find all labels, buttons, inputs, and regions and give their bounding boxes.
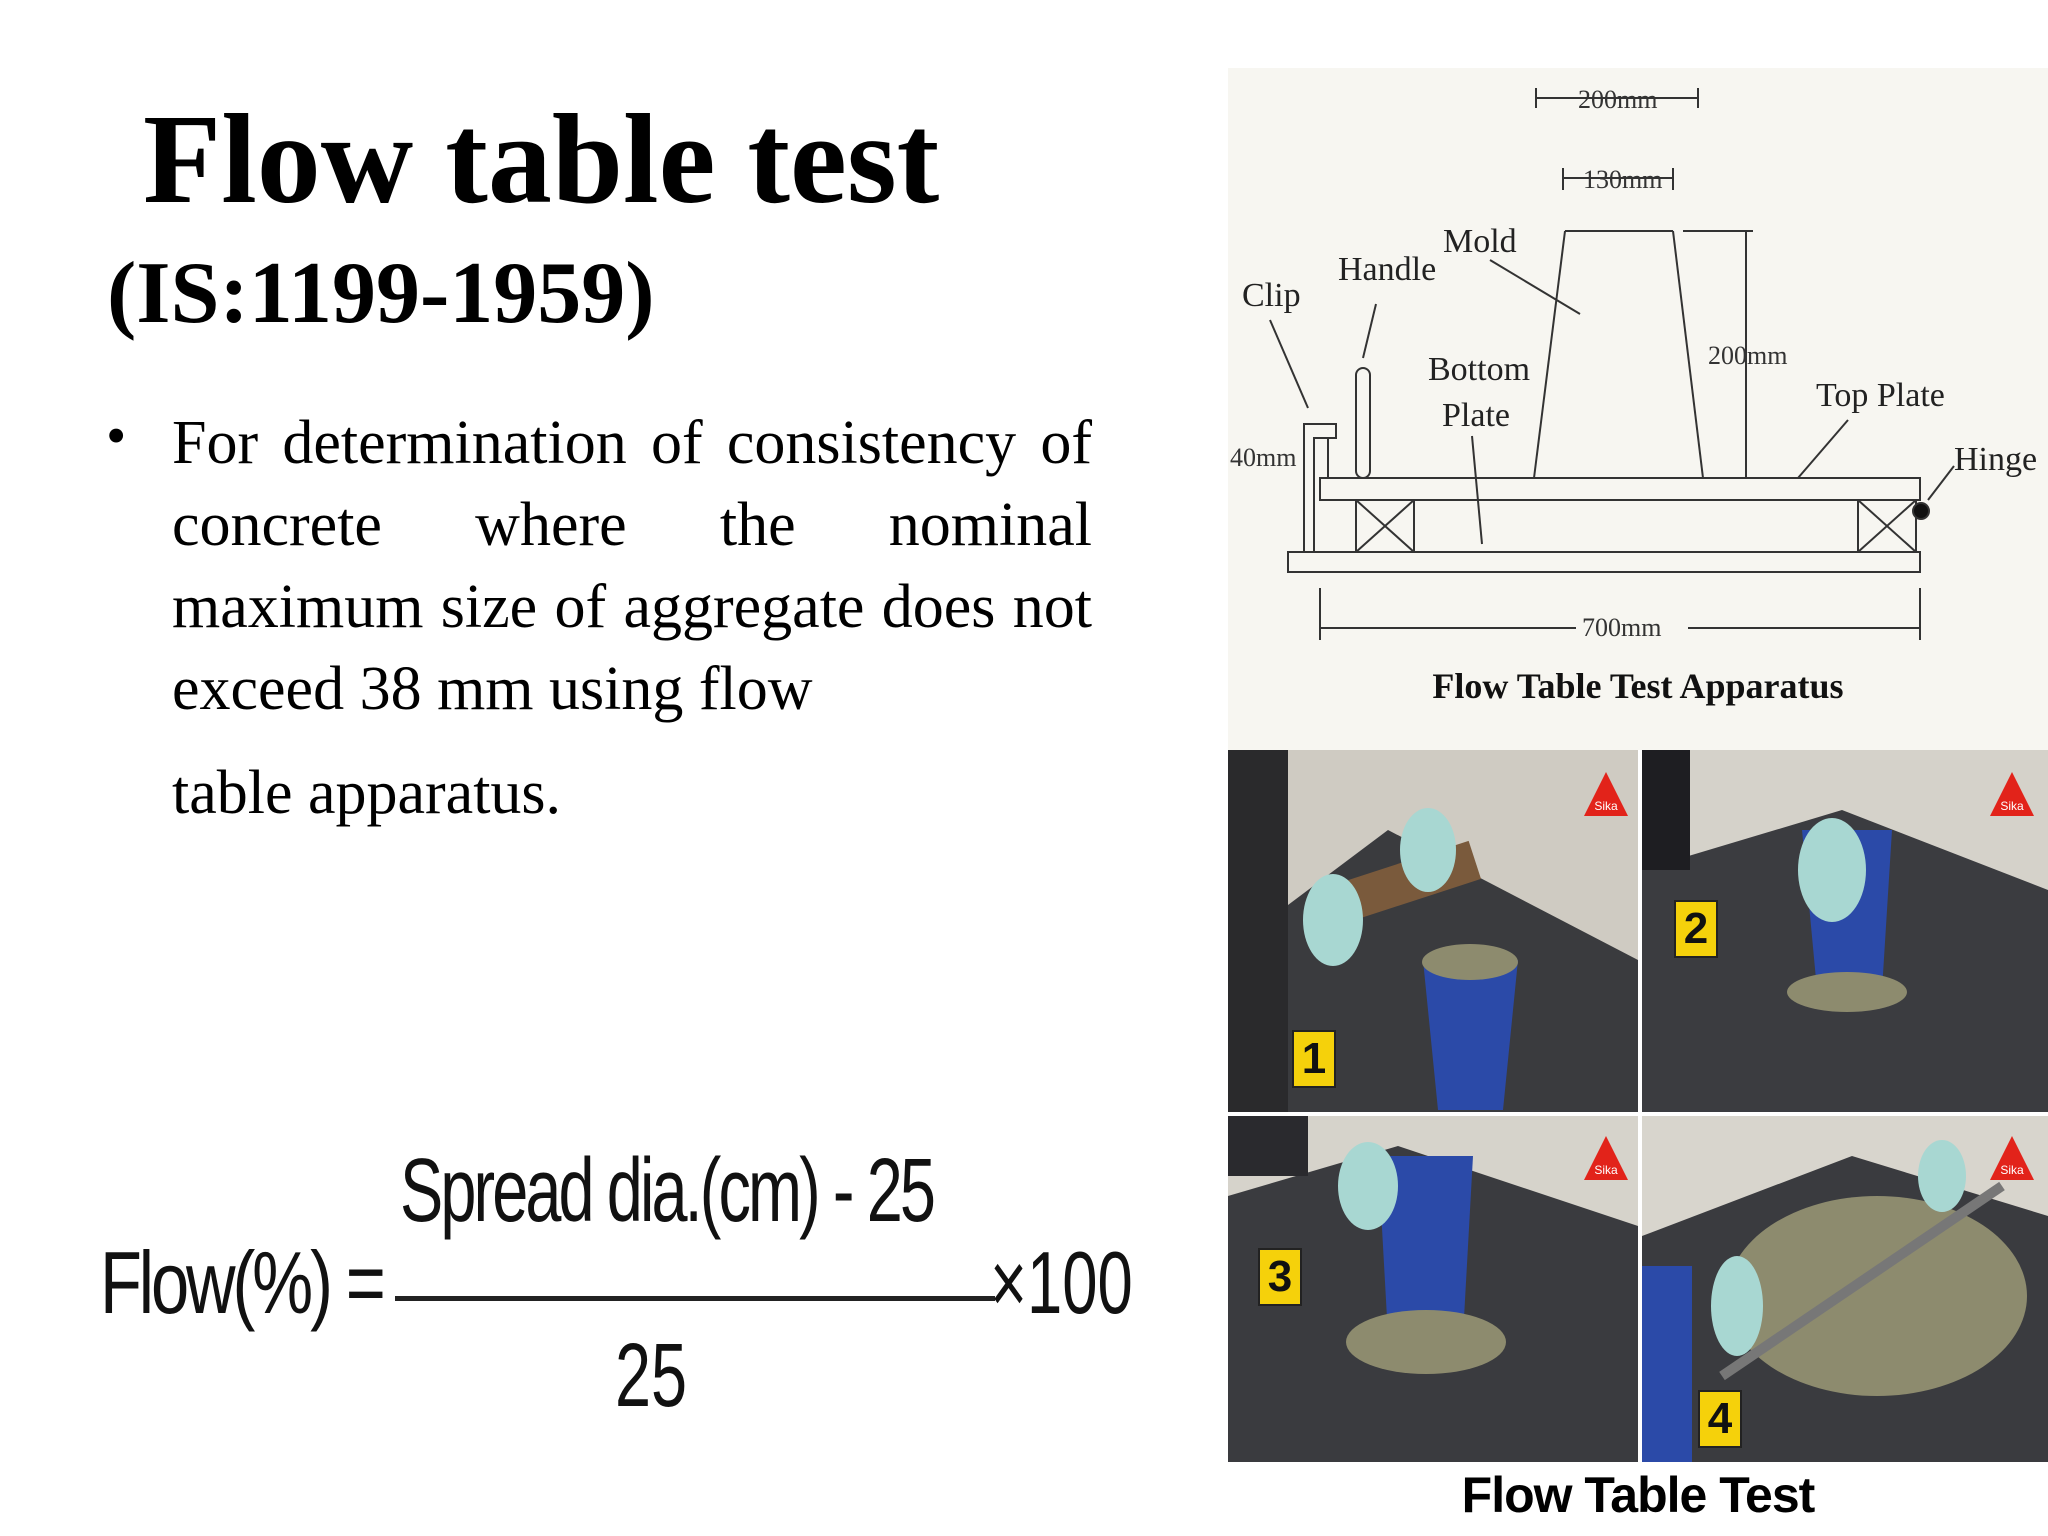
label-mold: Mold (1443, 223, 1517, 260)
formula-numerator: Spread dia.(cm) - 25 (400, 1141, 934, 1241)
dim-130-label: 130mm (1583, 165, 1663, 194)
mold-left (1534, 231, 1565, 478)
sika-logo-icon (1582, 770, 1630, 818)
step-badge-1: 1 (1292, 1030, 1336, 1088)
handle-shape (1356, 368, 1370, 478)
sika-logo-icon (1988, 1134, 2036, 1182)
step-badge-2: 2 (1674, 900, 1718, 958)
label-hinge: Hinge (1954, 441, 2038, 478)
svg-text:Sika: Sika (1594, 1163, 1618, 1177)
svg-text:Sika: Sika (2000, 799, 2024, 813)
diagram-caption: Flow Table Test Apparatus (1432, 666, 1844, 706)
label-clip: Clip (1242, 277, 1301, 314)
label-bottom-plate-2: Plate (1442, 397, 1510, 434)
dim-200-top-label: 200mm (1578, 85, 1658, 114)
slide-title: Flow table test (143, 88, 940, 230)
step-photo-1 (1228, 750, 1638, 1112)
slide-subtitle: (IS:1199-1959) (107, 245, 655, 342)
label-bottom-plate-1: Bottom (1428, 351, 1531, 388)
formula-denominator: 25 (615, 1326, 688, 1426)
bullet-marker: • (106, 403, 127, 468)
bullet-text-main: For determination of consistency of concrete where the nominal maximum size of aggregate does not exceed 38 mm using flow (172, 409, 1092, 723)
top-plate (1320, 478, 1920, 500)
apparatus-drawing (1228, 68, 2048, 750)
sika-logo-icon (1988, 770, 2036, 818)
formula-lhs: Flow(%) = (100, 1233, 383, 1332)
dim-200-height-label: 200mm (1708, 341, 1788, 370)
formula-multiplier: ×100 (990, 1233, 1133, 1332)
step-badge-3: 3 (1258, 1248, 1302, 1306)
mold-right (1673, 231, 1703, 478)
label-handle: Handle (1338, 251, 1437, 288)
sika-logo-icon (1582, 1134, 1630, 1182)
flow-formula (90, 1140, 1133, 1440)
bullet-text-tail: table apparatus. (172, 759, 562, 827)
photo-caption: Flow Table Test (1461, 1467, 1815, 1523)
svg-text:Sika: Sika (2000, 1163, 2024, 1177)
step-badge-4: 4 (1698, 1390, 1742, 1448)
dim-40-label: 40mm (1230, 443, 1297, 472)
formula-fraction-bar (395, 1296, 995, 1301)
bottom-plate (1288, 552, 1920, 572)
bullet-item (172, 402, 1092, 834)
apparatus-diagram (1228, 68, 2048, 750)
dim-700-label: 700mm (1582, 613, 1662, 642)
photo-grid (1228, 750, 2048, 1462)
label-top-plate: Top Plate (1816, 377, 1945, 414)
hinge-dot (1913, 503, 1929, 519)
svg-text:Sika: Sika (1594, 799, 1618, 813)
